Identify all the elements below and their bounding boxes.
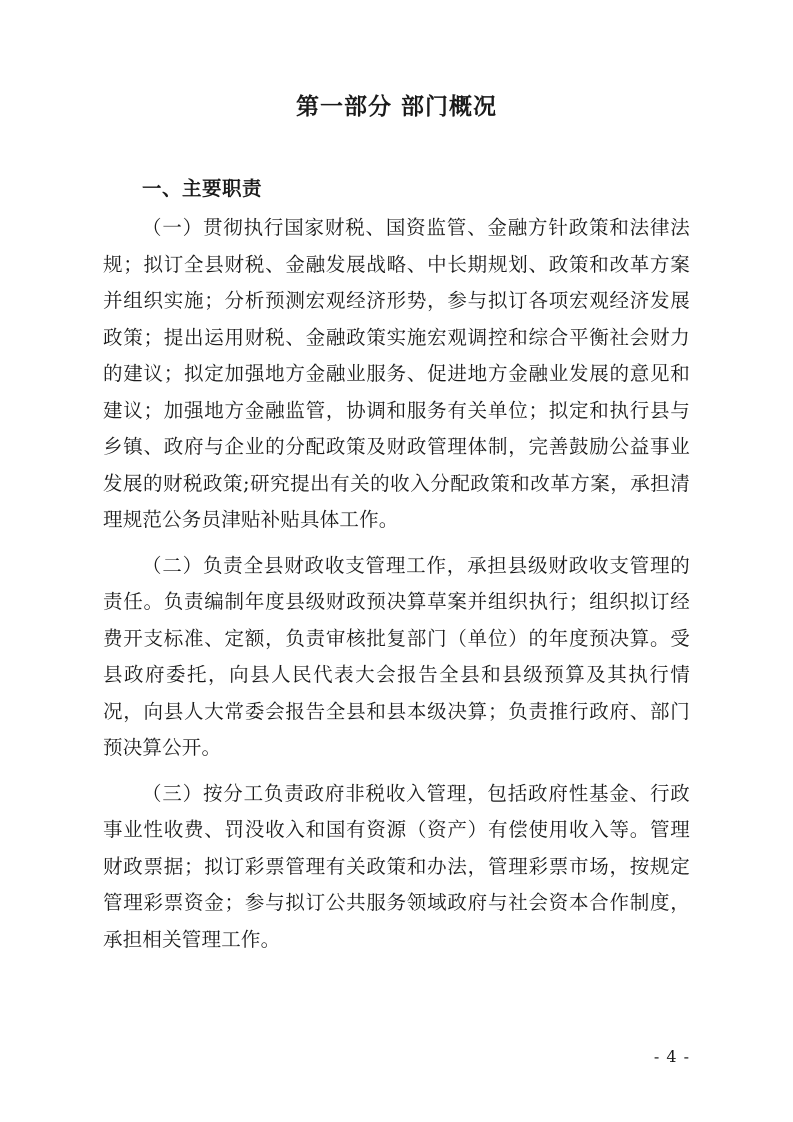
section-heading: 一、主要职责 <box>142 177 263 200</box>
paragraph-two: （二）负责全县财政收支管理工作，承担县级财政收支管理的责任。负责编制年度县级财政预决算草案并组织执行；组织拟订经费开支标准、定额，负责审核批复部门（单位）的年度预决算。受县政府委托，向县人民代表大会报告全县和县级预算及其执行情况，向县人大常委会报告全县和县本级决算；负责推行政府、部门预决算公开。 <box>103 553 690 759</box>
page-title: 第一部分 部门概况 <box>295 94 497 120</box>
paragraph-one: （一）贯彻执行国家财税、国资监管、金融方针政策和法律法规；拟订全县财税、金融发展战略、中长期规划、政策和改革方案并组织实施；分析预测宏观经济形势，参与拟订各项宏观经济发展政策；提出运用财税、金融政策实施宏观调控和综合平衡社会财力的建议；拟定加强地方金融业服务、促进地方金融业发展的意见和建议；加强地方金融监管，协调和服务有关单位；拟定和执行县与乡镇、政府与企业的分配政策及财政管理体制，完善鼓励公益事业发展的财税政策;研究提出有关的收入分配政策和改革方案，承担清理规范公务员津贴补贴具体工作。 <box>103 216 690 531</box>
paragraph-three: （三）按分工负责政府非税收入管理，包括政府性基金、行政事业性收费、罚没收入和国有资源（资产）有偿使用收入等。管理财政票据；拟订彩票管理有关政策和办法，管理彩票市场，按规定管理彩票资金；参与拟订公共服务领域政府与社会资本合作制度，承担相关管理工作。 <box>103 781 690 951</box>
page-number: - 4 - <box>653 1047 690 1066</box>
